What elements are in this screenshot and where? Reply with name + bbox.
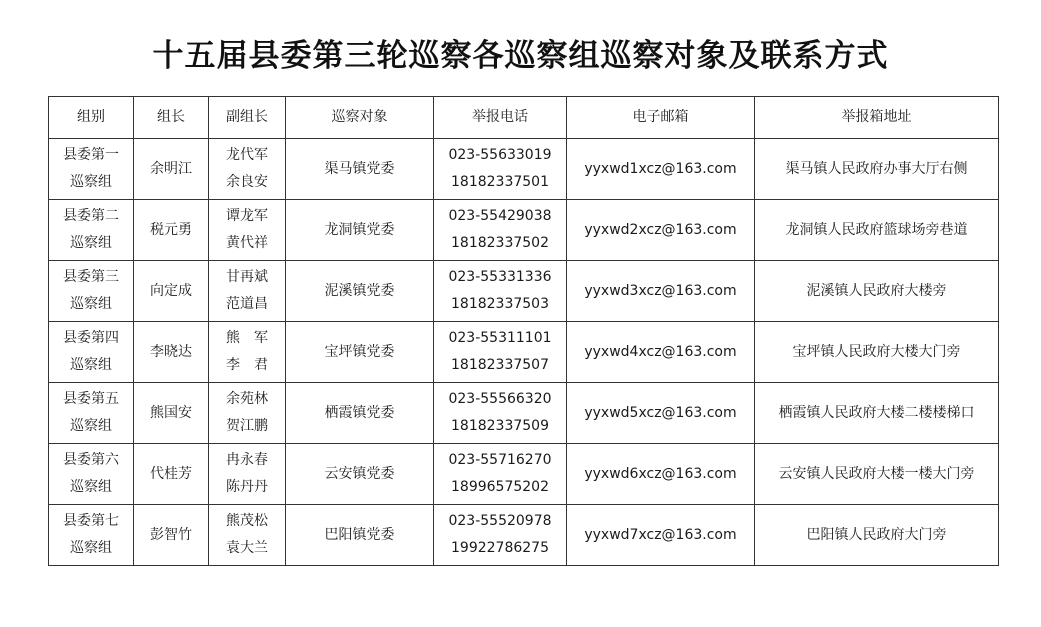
phone-cell-text: 18182337502 <box>451 235 549 251</box>
group-cell <box>49 322 134 383</box>
group-cell-text: 巡察组 <box>70 418 112 434</box>
target-cell <box>286 322 434 383</box>
header-email: 电子邮箱 <box>567 97 755 139</box>
group-cell-text: 县委第七 <box>63 513 119 529</box>
deputy-cell-text: 冉永春 <box>226 452 268 468</box>
deputy-cell-text: 袁大兰 <box>226 540 268 556</box>
address-cell <box>755 322 999 383</box>
email-cell-text: yyxwd7xcz@163.com <box>584 526 737 543</box>
email-cell <box>567 505 755 566</box>
phone-cell-text: 18996575202 <box>451 479 549 495</box>
deputy-cell <box>209 200 286 261</box>
leader-cell <box>134 444 209 505</box>
phone-cell-text: 023-55520978 <box>448 513 552 529</box>
phone-cell <box>434 444 567 505</box>
phone-cell <box>434 200 567 261</box>
table-row <box>49 261 999 322</box>
deputy-cell-text: 陈丹丹 <box>226 479 268 495</box>
group-cell-text: 县委第一 <box>63 147 119 163</box>
header-leader: 组长 <box>134 97 209 139</box>
group-cell-text: 巡察组 <box>70 479 112 495</box>
group-cell <box>49 139 134 200</box>
header-row <box>49 97 999 139</box>
deputy-cell-text: 谭龙军 <box>226 208 268 224</box>
email-cell-text: yyxwd1xcz@163.com <box>584 160 737 177</box>
email-cell <box>567 261 755 322</box>
table-row <box>49 139 999 200</box>
header-target: 巡察对象 <box>286 97 434 139</box>
email-cell-text: yyxwd6xcz@163.com <box>584 465 737 482</box>
target-cell <box>286 383 434 444</box>
email-cell-text: yyxwd2xcz@163.com <box>584 221 737 238</box>
email-cell <box>567 322 755 383</box>
leader-cell-text: 李晓达 <box>150 343 192 360</box>
deputy-cell <box>209 505 286 566</box>
address-cell <box>755 505 999 566</box>
email-cell <box>567 200 755 261</box>
header-deputy: 副组长 <box>209 97 286 139</box>
email-cell-text: yyxwd3xcz@163.com <box>584 282 737 299</box>
leader-cell <box>134 383 209 444</box>
group-cell-text: 县委第六 <box>63 452 119 468</box>
table-row <box>49 322 999 383</box>
deputy-cell-text: 熊茂松 <box>226 513 268 529</box>
phone-cell-text: 18182337509 <box>451 418 549 434</box>
address-cell <box>755 200 999 261</box>
leader-cell-text: 余明江 <box>150 160 192 177</box>
phone-cell-text: 18182337503 <box>451 296 549 312</box>
phone-cell <box>434 383 567 444</box>
deputy-cell <box>209 444 286 505</box>
phone-cell-text: 023-55311101 <box>448 330 552 346</box>
phone-cell <box>434 322 567 383</box>
phone-cell <box>434 261 567 322</box>
address-cell-text: 泥溪镇人民政府大楼旁 <box>806 282 947 299</box>
target-cell <box>286 505 434 566</box>
table-body <box>49 139 999 566</box>
leader-cell-text: 向定成 <box>150 282 192 299</box>
address-cell <box>755 139 999 200</box>
group-cell-text: 巡察组 <box>70 174 112 190</box>
deputy-cell-text: 余苑林 <box>226 391 268 407</box>
group-cell-text: 巡察组 <box>70 357 112 373</box>
target-cell <box>286 261 434 322</box>
deputy-cell-text: 熊 军 <box>226 330 268 346</box>
group-cell-text: 巡察组 <box>70 540 112 556</box>
header-address: 举报箱地址 <box>755 97 999 139</box>
contact-table <box>48 96 999 566</box>
phone-cell-text: 023-55716270 <box>448 452 552 468</box>
group-cell <box>49 261 134 322</box>
target-cell <box>286 139 434 200</box>
target-cell-text: 泥溪镇党委 <box>324 282 395 299</box>
phone-cell-text: 023-55633019 <box>448 147 552 163</box>
group-cell-text: 巡察组 <box>70 235 112 251</box>
group-cell-text: 县委第三 <box>63 269 119 285</box>
table-row <box>49 200 999 261</box>
target-cell <box>286 444 434 505</box>
deputy-cell <box>209 322 286 383</box>
address-cell-text: 栖霞镇人民政府大楼二楼楼梯口 <box>778 404 975 421</box>
leader-cell <box>134 261 209 322</box>
leader-cell-text: 税元勇 <box>150 221 192 238</box>
deputy-cell <box>209 261 286 322</box>
email-cell <box>567 383 755 444</box>
target-cell-text: 渠马镇党委 <box>324 160 395 177</box>
target-cell-text: 巴阳镇党委 <box>324 526 395 543</box>
leader-cell <box>134 200 209 261</box>
leader-cell-text: 代桂芳 <box>150 465 192 482</box>
deputy-cell <box>209 383 286 444</box>
header-group: 组别 <box>49 97 134 139</box>
leader-cell <box>134 139 209 200</box>
address-cell-text: 渠马镇人民政府办事大厅右侧 <box>785 160 968 177</box>
group-cell-text: 县委第二 <box>63 208 119 224</box>
group-cell-text: 巡察组 <box>70 296 112 312</box>
address-cell-text: 巴阳镇人民政府大门旁 <box>806 526 947 543</box>
group-cell <box>49 200 134 261</box>
target-cell-text: 栖霞镇党委 <box>324 404 395 421</box>
address-cell <box>755 444 999 505</box>
deputy-cell-text: 黄代祥 <box>226 235 268 251</box>
deputy-cell-text: 余良安 <box>226 174 268 190</box>
group-cell-text: 县委第五 <box>63 391 119 407</box>
address-cell <box>755 383 999 444</box>
leader-cell <box>134 505 209 566</box>
phone-cell-text: 023-55429038 <box>448 208 552 224</box>
email-cell <box>567 139 755 200</box>
deputy-cell-text: 龙代军 <box>226 147 268 163</box>
group-cell <box>49 383 134 444</box>
phone-cell-text: 023-55566320 <box>448 391 552 407</box>
email-cell-text: yyxwd5xcz@163.com <box>584 404 737 421</box>
address-cell-text: 云安镇人民政府大楼一楼大门旁 <box>778 465 975 482</box>
deputy-cell-text: 范道昌 <box>226 296 268 312</box>
group-cell <box>49 505 134 566</box>
address-cell <box>755 261 999 322</box>
phone-cell-text: 18182337501 <box>451 174 549 190</box>
phone-cell-text: 023-55331336 <box>448 269 552 285</box>
address-cell-text: 龙洞镇人民政府篮球场旁巷道 <box>785 221 968 238</box>
email-cell-text: yyxwd4xcz@163.com <box>584 343 737 360</box>
phone-cell <box>434 139 567 200</box>
deputy-cell-text: 李 君 <box>226 357 268 373</box>
group-cell-text: 县委第四 <box>63 330 119 346</box>
phone-cell <box>434 505 567 566</box>
deputy-cell-text: 贺江鹏 <box>226 418 268 434</box>
table-row <box>49 383 999 444</box>
email-cell <box>567 444 755 505</box>
leader-cell <box>134 322 209 383</box>
leader-cell-text: 彭智竹 <box>150 526 192 543</box>
target-cell-text: 宝坪镇党委 <box>324 343 395 360</box>
deputy-cell-text: 甘再斌 <box>226 269 268 285</box>
header-phone: 举报电话 <box>434 97 567 139</box>
table-row <box>49 505 999 566</box>
address-cell-text: 宝坪镇人民政府大楼大门旁 <box>792 343 961 360</box>
target-cell-text: 云安镇党委 <box>324 465 395 482</box>
phone-cell-text: 18182337507 <box>451 357 549 373</box>
group-cell <box>49 444 134 505</box>
deputy-cell <box>209 139 286 200</box>
page-title: 十五届县委第三轮巡察各巡察组巡察对象及联系方式 <box>152 38 889 74</box>
table-row <box>49 444 999 505</box>
phone-cell-text: 19922786275 <box>451 540 549 556</box>
leader-cell-text: 熊国安 <box>150 404 192 421</box>
target-cell-text: 龙洞镇党委 <box>324 221 395 238</box>
target-cell <box>286 200 434 261</box>
